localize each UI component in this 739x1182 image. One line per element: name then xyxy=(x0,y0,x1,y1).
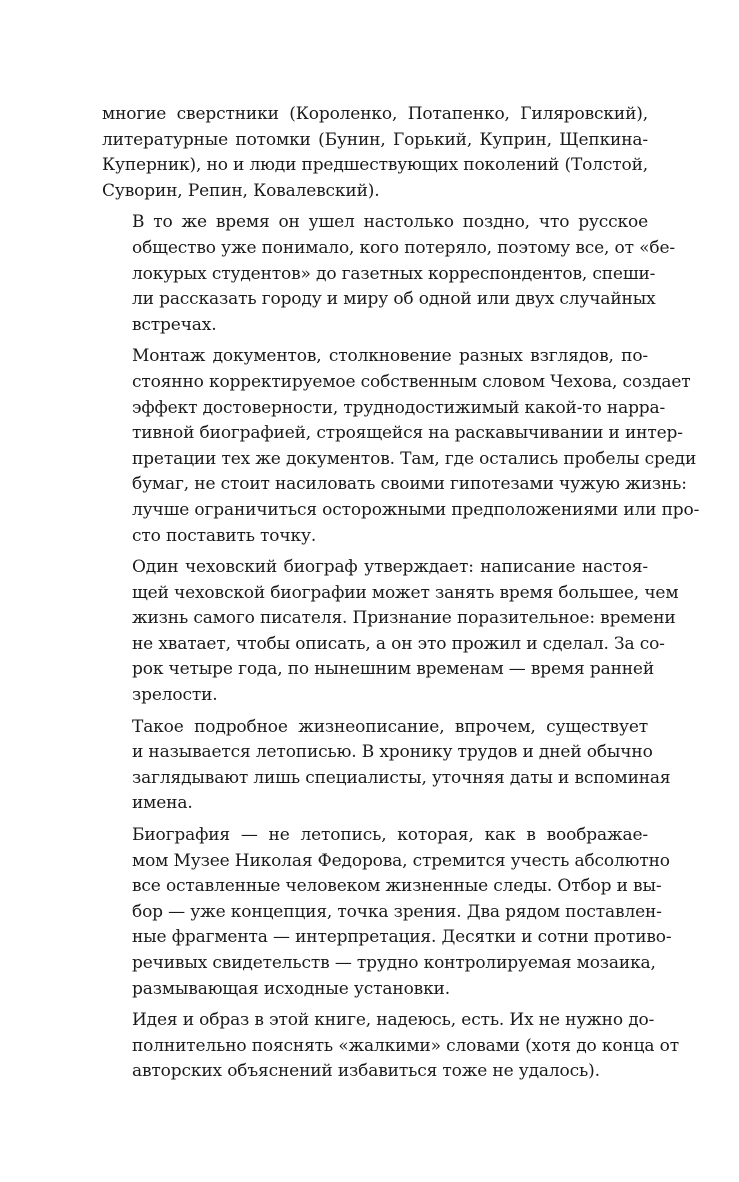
paragraph-7 xyxy=(102,1008,679,1085)
text-line: жизнь самого писателя. Признание поразительное: времени xyxy=(132,608,676,629)
text-line: локурых студентов» до газетных корреспондентов, спеши- xyxy=(132,263,656,284)
paragraph-6 xyxy=(102,823,672,1002)
text-line: ные фрагмента — интерпретация. Десятки и сотни противо- xyxy=(132,927,672,948)
text-line: Суворин, Репин, Ковалевский). xyxy=(102,180,380,201)
text-line: многие сверстники (Короленко, Потапенко, Гиляровский), xyxy=(102,104,648,124)
paragraph-3 xyxy=(102,344,700,549)
text-line: заглядывают лишь специалисты, уточняя даты и вспоминая xyxy=(132,767,671,788)
text-line: бор — уже концепция, точка зрения. Два рядом поставлен- xyxy=(132,901,662,922)
text-line: тивной биографией, строящейся на раскавычивании и интер- xyxy=(132,423,683,444)
text-line: бумаг, не стоит насиловать своими гипотезами чужую жизнь: xyxy=(132,474,687,495)
text-line: претации тех же документов. Там, где остались пробелы среди xyxy=(132,448,697,469)
text-line: и называется летописью. В хронику трудов и дней обычно xyxy=(132,742,653,763)
page-body xyxy=(102,102,700,1085)
text-line: не хватает, чтобы описать, а он это прожил и сделал. За со- xyxy=(132,633,665,654)
text-line: ли рассказать городу и миру об одной или двух случайных xyxy=(132,289,656,310)
text-line: Куперник), но и люди предшествующих поколений (Толстой, xyxy=(102,155,649,176)
text-line: Монтаж документов, столкновение разных взглядов, по- xyxy=(132,346,648,367)
text-line: В то же время он ушел настолько поздно, что русское xyxy=(132,212,648,233)
paragraph-1 xyxy=(102,102,648,204)
paragraph-5 xyxy=(102,715,671,817)
text-line: рок четыре года, по нынешним временам — время ранней xyxy=(132,659,655,680)
text-line: литературные потомки (Бунин, Горький, Куприн, Щепкина- xyxy=(102,129,648,150)
text-line: встречах. xyxy=(132,314,217,335)
text-line: сто поставить точку. xyxy=(132,525,317,546)
text-line: Биография — не летопись, которая, как в воображае- xyxy=(132,825,648,846)
text-line: эффект достоверности, труднодостижимый какой-то нарра- xyxy=(132,397,666,418)
text-line: лучше ограничиться осторожными предположениями или про- xyxy=(132,499,700,520)
text-line: стоянно корректируемое собственным словом Чехова, создает xyxy=(132,371,691,392)
text-line: размывающая исходные установки. xyxy=(132,978,450,999)
text-line: зрелости. xyxy=(132,685,218,706)
text-line: имена. xyxy=(132,793,193,814)
text-line: щей чеховской биографии может занять время большее, чем xyxy=(132,582,679,603)
text-line: мом Музее Николая Федорова, стремится учесть абсолютно xyxy=(132,850,670,871)
text-line: речивых свидетельств — трудно контролируемая мозаика, xyxy=(132,953,656,973)
text-line: Такое подробное жизнеописание, впрочем, существует xyxy=(132,716,648,737)
text-line: общество уже понимало, кого потеряло, поэтому все, от «бе- xyxy=(132,237,675,258)
text-line: полнительно пояснять «жалкими» словами (хотя до конца от xyxy=(132,1035,679,1056)
text-line: все оставленные человеком жизненные следы. Отбор и вы- xyxy=(132,876,662,897)
paragraph-2 xyxy=(102,210,675,338)
text-line: авторских объяснений избавиться тоже не удалось). xyxy=(132,1061,600,1082)
paragraph-4 xyxy=(102,555,679,709)
text-line: Идея и образ в этой книге, надеюсь, есть. Их не нужно до- xyxy=(132,1010,655,1031)
text-line: Один чеховский биограф утверждает: написание настоя- xyxy=(132,557,648,578)
